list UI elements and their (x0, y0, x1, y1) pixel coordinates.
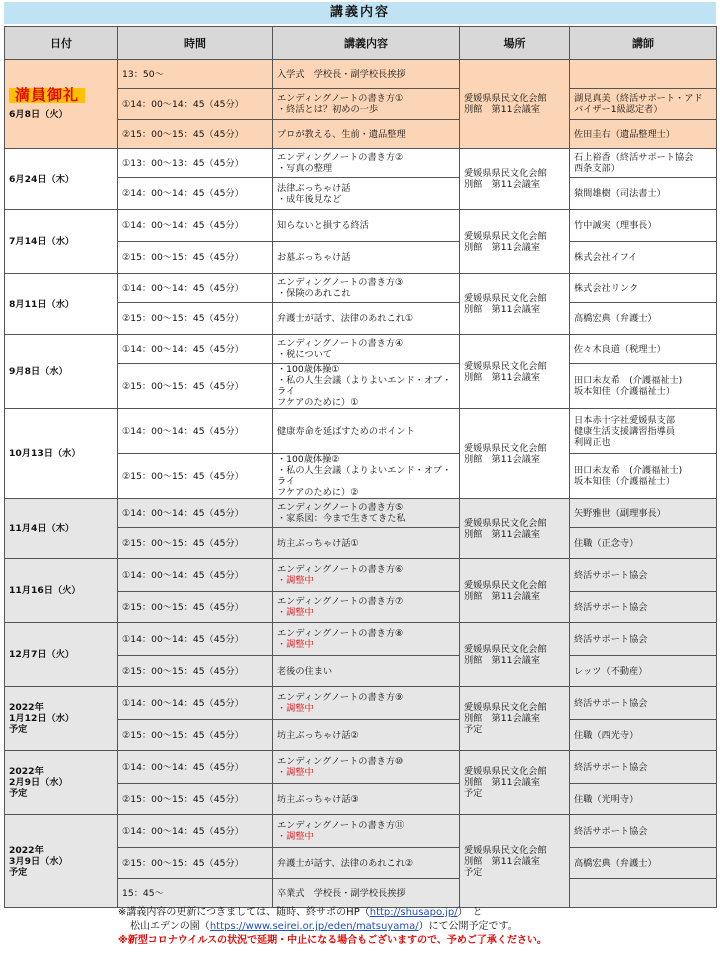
session-place (460, 499, 570, 559)
lecture-content (273, 592, 460, 623)
status-adjusting: ・調整中 (277, 575, 314, 586)
place-line: 予定 (464, 788, 483, 799)
lecture-line: エンディングノートの書き方⑥ (277, 564, 404, 575)
place-line: 愛媛県県民文化会館 (464, 93, 547, 104)
table-row (5, 623, 717, 656)
lecture-line: ・税について (277, 349, 332, 360)
place-line: 愛媛県県民文化会館 (464, 360, 547, 372)
date-line: 9月8日（水） (9, 366, 68, 377)
session-time: ②15：00～15：45（45分） (118, 120, 273, 149)
lecturer-line: 湖見真美（終活サポート・アド (574, 93, 703, 104)
lecturer (570, 89, 717, 120)
lecturer (570, 499, 717, 528)
lecturer-line: 猿間雄樹（司法書士） (574, 188, 666, 199)
lecture-content (273, 559, 460, 592)
lecture-line: お墓ぶっちゃけ話 (277, 252, 351, 263)
lecturer-line: レッツ（不動産） (574, 665, 648, 677)
status-adjusting: ・調整中 (277, 831, 314, 842)
session-place (460, 815, 570, 908)
lecturer-line: 住職（光明寺） (574, 793, 639, 805)
session-date (5, 559, 118, 623)
session-place (460, 149, 570, 210)
header-row (5, 27, 717, 60)
footer-text: ※講義内容の更新につきましては、随時、終サポのHP（ (118, 907, 370, 918)
date-line: 8月11日（水） (9, 298, 75, 310)
session-time: 15：45～ (118, 879, 273, 908)
lecture-content (273, 815, 460, 848)
lecturer-line: 矢野雅世（副理事長） (574, 507, 666, 519)
lecture-line: フケアのために）② (277, 487, 359, 498)
session-place (460, 60, 570, 149)
lecturer-line: 終活サポート協会 (574, 633, 648, 645)
place-line: 愛媛県県民文化会館 (464, 766, 547, 777)
session-date (5, 815, 118, 908)
date-line: 1月12日（水） (9, 713, 75, 724)
lecturer-line: 株式会社イフイ (574, 252, 638, 263)
lecture-line: エンディングノートの書き方③ (277, 277, 404, 288)
place-line: 別館 第11会議室 (464, 777, 541, 788)
footer-line-1 (0, 906, 720, 920)
lecture-line: 老後の住まい (277, 665, 333, 677)
table-row (5, 559, 717, 592)
lecturer-line: 終活サポート協会 (574, 697, 648, 709)
lecture-content (273, 720, 460, 751)
date-line: 予定 (9, 788, 28, 799)
lecture-line: 入学式 学校長・副学校長挨拶 (277, 68, 406, 80)
lecture-line: フケアのために）① (277, 397, 359, 408)
session-time: ①14：00～14：45（45分） (118, 409, 273, 454)
place-line: 別館 第11会議室 (464, 241, 541, 253)
lecturer-line: 終活サポート協会 (574, 761, 648, 773)
lecturer (570, 559, 717, 592)
session-time: ①14：00～14：45（45分） (118, 499, 273, 528)
lecture-content (273, 242, 460, 274)
eden-link[interactable]: https://www.seirei.or.jp/eden/matsuyama/ (209, 921, 419, 932)
lecturer (570, 656, 717, 687)
lecture-content (273, 687, 460, 720)
lecturer-line: 住職（西光寺） (574, 729, 639, 741)
session-date (5, 274, 118, 335)
place-line: 愛媛県県民文化会館 (464, 293, 547, 304)
lecture-line: エンディングノートの書き方② (277, 152, 404, 163)
place-line: 愛媛県県民文化会館 (464, 702, 547, 713)
lecture-line: ・終活とは？初めの一歩 (277, 104, 379, 115)
lecturer (570, 303, 717, 335)
place-line: 別館 第11会議室 (464, 104, 541, 115)
lecture-line: エンディングノートの書き方④ (277, 338, 404, 349)
date-line: 11月16日（火） (9, 585, 81, 596)
date-line: 2022年 (9, 766, 44, 777)
sold-out-badge: 満員御礼 (9, 88, 85, 103)
lecturer-line: 坂本知佳（介護福祉士） (574, 386, 676, 397)
shusapo-link[interactable]: http://shusapo.jp/ (369, 907, 458, 918)
table-row (5, 499, 717, 528)
session-time: ①14：00～14：45（45分） (118, 751, 273, 784)
lecture-content (273, 89, 460, 120)
lecture-line: 弁護士が話す、法律のあれこれ① (277, 313, 414, 324)
session-time: ②15：00～15：45（45分） (118, 592, 273, 623)
lecturer (570, 274, 717, 303)
lecture-line: エンディングノートの書き方⑪ (277, 820, 405, 831)
lecture-content (273, 149, 460, 178)
session-time: ①14：00～14：45（45分） (118, 274, 273, 303)
lecture-content (273, 364, 460, 409)
place-line: 別館 第11会議室 (464, 371, 541, 383)
table-row (5, 149, 717, 178)
lecturer (570, 720, 717, 751)
session-time: ①14：00～14：45（45分） (118, 210, 273, 242)
place-line: 愛媛県県民文化会館 (464, 230, 547, 242)
lecture-line: 卒業式 学校長・副学校長挨拶 (277, 887, 406, 899)
lecturer (570, 848, 717, 879)
table-row (5, 274, 717, 303)
lecture-content (273, 656, 460, 687)
session-time: ②15：00～15：45（45分） (118, 303, 273, 335)
covid-notice: ※新型コロナウイルスの状況で延期・中止になる場合もございますので、予めご了承ください。 (118, 935, 547, 946)
lecturer (570, 364, 717, 409)
date-line: 6月8日（火） (9, 109, 68, 120)
lecturer (570, 751, 717, 784)
session-place (460, 335, 570, 409)
lecturer (570, 210, 717, 242)
lecture-line: エンディングノートの書き方⑤ (277, 502, 404, 513)
place-line: 別館 第11会議室 (464, 179, 541, 190)
lecture-line: ・成年後見など (277, 193, 342, 205)
status-adjusting: ・調整中 (277, 607, 314, 618)
table-row (5, 335, 717, 364)
schedule-body (5, 60, 717, 908)
header-date: 日付 (5, 27, 118, 60)
date-line: 2022年 (9, 844, 44, 856)
session-time: ①14：00～14：45（45分） (118, 559, 273, 592)
lecturer-line: 西条支部） (574, 163, 620, 174)
session-place (460, 274, 570, 335)
lecturer-line: 日本赤十字社愛媛県支部 (574, 414, 676, 426)
footer-text: 松山エデンの園（ (130, 921, 210, 932)
table-row (5, 687, 717, 720)
session-date (5, 409, 118, 499)
session-time: ②15：00～15：45（45分） (118, 720, 273, 751)
date-line: 2022年 (9, 702, 44, 713)
date-line: 11月4日（木） (9, 523, 75, 534)
place-line: 予定 (464, 866, 483, 878)
lecture-content (273, 751, 460, 784)
lecturer (570, 879, 717, 908)
lecture-line: ・保険のあれこれ (277, 288, 351, 299)
table-row (5, 815, 717, 848)
lecturer (570, 242, 717, 274)
lecturer-line: 利岡正也 (574, 436, 611, 448)
session-date (5, 335, 118, 409)
session-place (460, 623, 570, 687)
lecture-line: ・私の人生会議（よりよいエンド・オブ・ライ (277, 375, 452, 397)
lecturer-line: 終活サポート協会 (574, 601, 648, 613)
lecture-content (273, 499, 460, 528)
page-title: 講義内容 (4, 2, 716, 24)
session-date (5, 623, 118, 687)
lecture-line: 坊主ぶっちゃけ話② (277, 729, 359, 741)
lecturer-line: 健康生活支援講習指導員 (574, 425, 676, 437)
header-place: 場所 (460, 27, 570, 60)
lecture-content (273, 335, 460, 364)
session-time: ②15：00～15：45（45分） (118, 242, 273, 274)
schedule-table (4, 26, 717, 908)
lecturer (570, 409, 717, 454)
lecturer (570, 592, 717, 623)
header-content: 講義内容 (273, 27, 460, 60)
place-line: 愛媛県県民文化会館 (464, 844, 547, 856)
lecture-line: エンディングノートの書き方⑨ (277, 692, 404, 703)
session-time: ①14：00～14：45（45分） (118, 687, 273, 720)
session-time: ①14：00～14：45（45分） (118, 815, 273, 848)
place-line: 別館 第11会議室 (464, 453, 541, 465)
lecturer (570, 149, 717, 178)
lecture-line: ・100歳体操① (277, 364, 340, 375)
place-line: 愛媛県県民文化会館 (464, 517, 547, 529)
session-date (5, 210, 118, 274)
status-adjusting: ・調整中 (277, 767, 314, 778)
session-date (5, 149, 118, 210)
place-line: 別館 第11会議室 (464, 304, 541, 315)
place-line: 別館 第11会議室 (464, 590, 541, 602)
place-line: 別館 第11会議室 (464, 654, 541, 666)
lecturer (570, 784, 717, 815)
session-place (460, 751, 570, 815)
lecturer-line: 株式会社リンク (574, 282, 639, 294)
lecturer (570, 815, 717, 848)
footer-notes (0, 906, 720, 948)
header-lecturer: 講師 (570, 27, 717, 60)
lecture-content (273, 848, 460, 879)
lecture-content (273, 784, 460, 815)
lecturer (570, 120, 717, 149)
session-time: ①14：00～14：45（45分） (118, 89, 273, 120)
session-time: ②15：00～15：45（45分） (118, 848, 273, 879)
lecture-content (273, 409, 460, 454)
lecturer-line: 高橋宏典（弁護士） (574, 857, 657, 869)
lecture-line: 坊主ぶっちゃけ話③ (277, 793, 359, 805)
lecture-content (273, 178, 460, 210)
session-place (460, 409, 570, 499)
lecturer-line: 佐田圭右（遺品整理士） (574, 128, 676, 140)
lecture-line: 法律ぶっちゃけ話 (277, 182, 351, 194)
lecture-content (273, 60, 460, 89)
lecture-line: エンディングノートの書き方① (277, 93, 404, 104)
date-line: 予定 (9, 724, 28, 735)
place-line: 愛媛県県民文化会館 (464, 442, 547, 454)
session-time: ②15：00～15：45（45分） (118, 528, 273, 559)
lecturer-line: 佐々木良道（税理士） (574, 343, 666, 355)
status-adjusting: ・調整中 (277, 703, 314, 714)
place-line: 別館 第11会議室 (464, 713, 541, 724)
lecture-line: 弁護士が話す、法律のあれこれ② (277, 857, 414, 869)
date-line: 2月9日（水） (9, 777, 68, 788)
date-line: 予定 (9, 866, 28, 878)
lecture-content (273, 274, 460, 303)
lecture-content (273, 623, 460, 656)
lecturer (570, 60, 717, 89)
table-row (5, 409, 717, 454)
session-date (5, 499, 118, 559)
session-date (5, 687, 118, 751)
footer-text: ） と (457, 907, 483, 918)
place-line: 別館 第11会議室 (464, 528, 541, 540)
lecture-line: ・写真の整理 (277, 163, 333, 174)
lecture-line: エンディングノートの書き方⑩ (277, 756, 404, 767)
lecturer-line: 竹中誠実（理事長） (574, 220, 657, 231)
lecture-content (273, 303, 460, 335)
footer-line-2 (0, 920, 720, 934)
date-line: 6月24日（木） (9, 173, 75, 185)
date-line: 3月9日（水） (9, 855, 68, 867)
date-line: 12月7日（火） (9, 649, 75, 660)
lecture-line: 健康寿命を延ばすためのポイント (277, 425, 415, 437)
footer-text: ）にて公開予定です。 (418, 921, 518, 932)
lecturer-line: 住職（正念寺） (574, 537, 639, 549)
lecturer-line: 田口未友希 (介護福祉士) (574, 465, 683, 476)
lecturer-line: 高橋宏典（弁護士） (574, 313, 657, 324)
session-time: ②15：00～15：45（45分） (118, 784, 273, 815)
lecturer (570, 454, 717, 499)
lecture-content (273, 120, 460, 149)
place-line: 予定 (464, 724, 483, 735)
table-row (5, 210, 717, 242)
session-time: 13：50～ (118, 60, 273, 89)
lecturer-line: バイザー1級認定者） (574, 104, 663, 115)
date-line: 7月14日（水） (9, 236, 75, 247)
session-time: ②15：00～15：45（45分） (118, 656, 273, 687)
lecture-line: ・100歳体操② (277, 454, 340, 465)
header-time: 時間 (118, 27, 273, 60)
session-time: ②15：00～15：45（45分） (118, 454, 273, 499)
lecture-content (273, 528, 460, 559)
place-line: 別館 第11会議室 (464, 855, 541, 867)
lecturer-line: 終活サポート協会 (574, 569, 648, 581)
date-line: 10月13日（水） (9, 448, 81, 459)
lecture-line: ・家系図：今まで生きてきた私 (277, 513, 406, 524)
lecture-line: エンディングノートの書き方⑦ (277, 596, 404, 607)
place-line: 愛媛県県民文化会館 (464, 168, 547, 179)
lecturer-line: 田口未友希 (介護福祉士) (574, 375, 683, 386)
session-date (5, 751, 118, 815)
session-time: ①13：00～13：45（45分） (118, 149, 273, 178)
table-row (5, 60, 717, 89)
session-time: ①14：00～14：45（45分） (118, 623, 273, 656)
place-line: 愛媛県県民文化会館 (464, 643, 547, 655)
table-row (5, 751, 717, 784)
session-place (460, 687, 570, 751)
lecture-line: 坊主ぶっちゃけ話① (277, 537, 359, 549)
lecture-line: エンディングノートの書き方⑧ (277, 628, 404, 639)
lecture-line: ・私の人生会議（よりよいエンド・オブ・ライ (277, 465, 452, 487)
lecturer (570, 178, 717, 210)
session-place (460, 559, 570, 623)
lecturer-line: 石上裕香（終活サポート協会 (574, 152, 694, 163)
lecture-line: 知らないと損する終活 (277, 220, 369, 231)
lecture-content (273, 454, 460, 499)
session-time: ②14：00～14：45（45分） (118, 178, 273, 210)
lecture-content (273, 879, 460, 908)
session-place (460, 210, 570, 274)
lecturer-line: 坂本知佳（介護福祉士） (574, 476, 676, 487)
lecturer (570, 528, 717, 559)
lecturer (570, 687, 717, 720)
lecturer (570, 623, 717, 656)
place-line: 愛媛県県民文化会館 (464, 579, 547, 591)
session-date (5, 60, 118, 149)
lecturer-line: 終活サポート協会 (574, 825, 648, 837)
lecture-content (273, 210, 460, 242)
session-time: ②15：00～15：45（45分） (118, 364, 273, 409)
lecturer (570, 335, 717, 364)
status-adjusting: ・調整中 (277, 639, 314, 650)
session-time: ①14：00～14：45（45分） (118, 335, 273, 364)
lecture-line: プロが教える、生前・遺品整理 (277, 128, 406, 140)
